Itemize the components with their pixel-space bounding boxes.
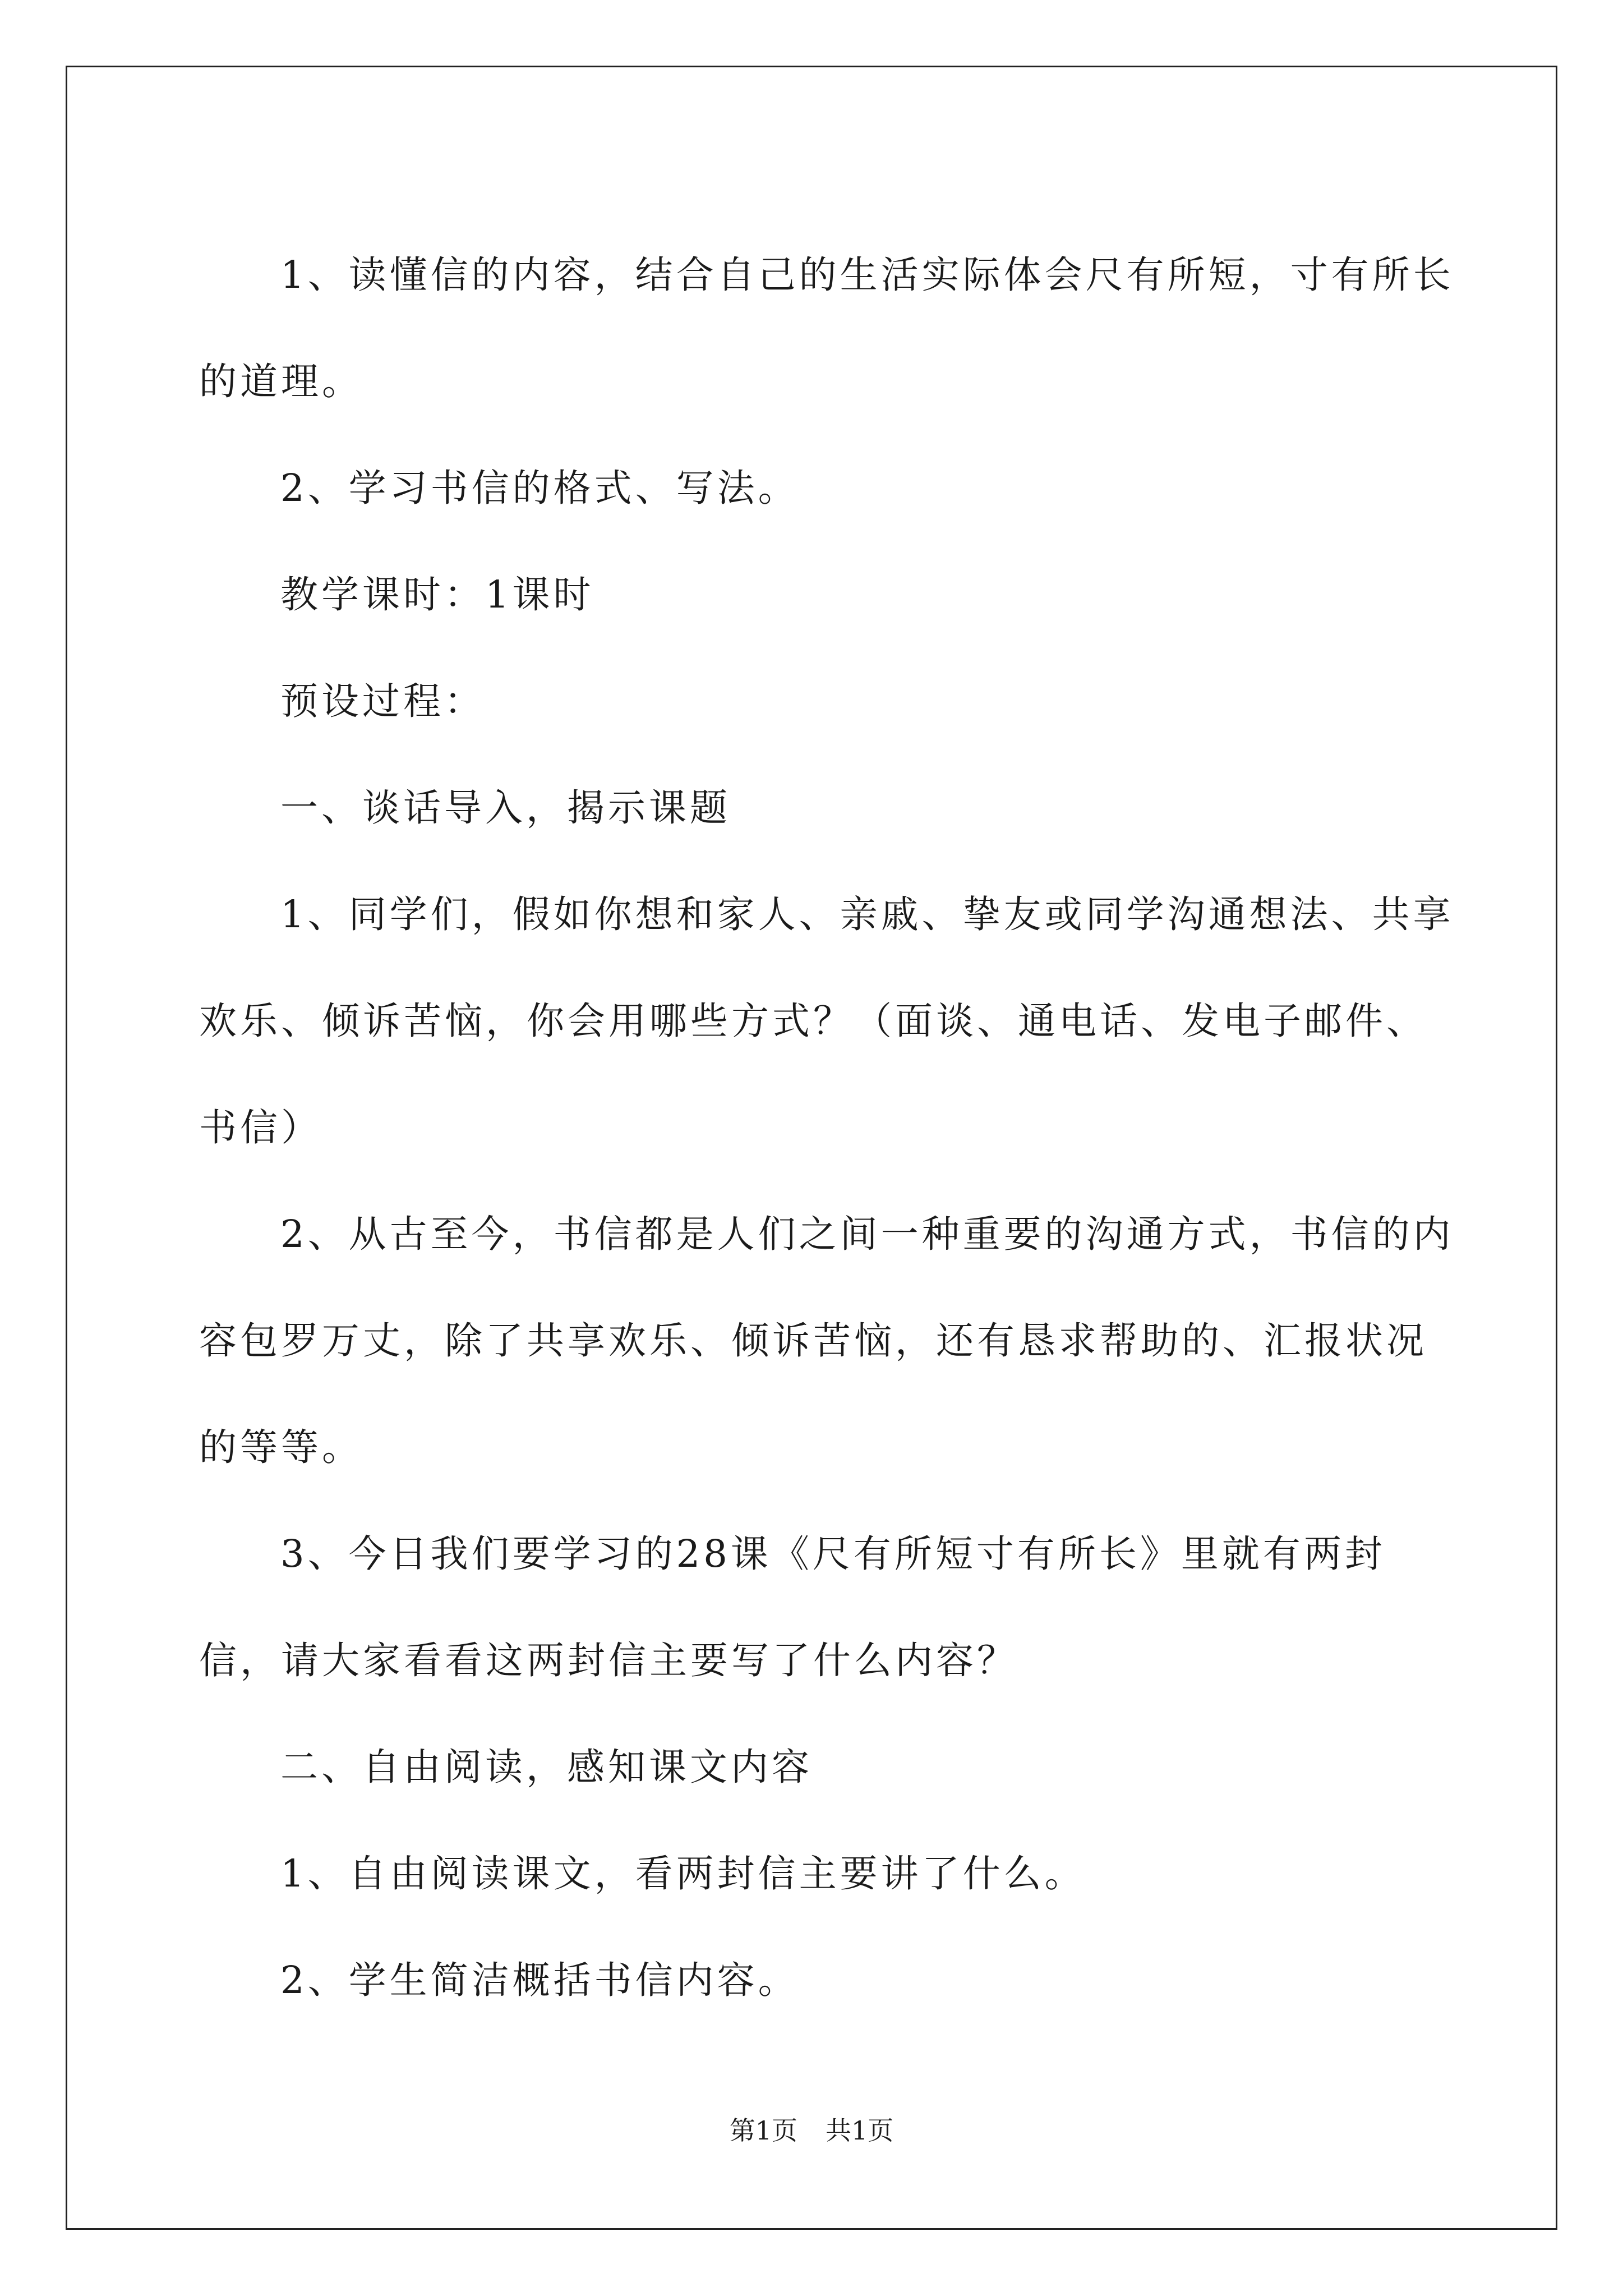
section-heading-2: 二、自由阅读，感知课文内容: [280, 1745, 813, 1789]
paragraph-step-1: 1、同学们，假如你想和家人、亲戚、挚友或同学沟通想法、共享欢乐、倾诉苦恼，你会用哪些方式？（面谈、通电话、发电子邮件、书信）: [199, 892, 1454, 1149]
paragraph-step-3: 3、今日我们要学习的28课《尺有所短寸有所长》里就有两封信，请大家看看这两封信主要写了什么内容？: [199, 1532, 1386, 1682]
paragraph-objective-2: 2、学习书信的格式、写法。: [280, 466, 799, 510]
paragraph-class-hours: 教学课时：1课时: [280, 573, 594, 616]
paragraph-reading-1: 1、自由阅读课文，看两封信主要讲了什么。: [280, 1852, 1086, 1895]
paragraph-process-heading: 预设过程：: [280, 679, 485, 723]
paragraph-objective-1: 1、读懂信的内容，结合自己的生活实际体会尺有所短，寸有所长的道理。: [199, 253, 1454, 403]
paragraph-step-2: 2、从古至今，书信都是人们之间一种重要的沟通方式，书信的内容包罗万丈，除了共享欢乐、倾诉苦恼，还有恳求帮助的、汇报状况的等等。: [199, 1212, 1454, 1469]
page-number-total: 共1页: [826, 2115, 894, 2146]
document-body: [199, 222, 1461, 2033]
paragraph-reading-2: 2、学生简洁概括书信内容。: [280, 1958, 799, 2002]
section-heading-1: 一、谈话导入，揭示课题: [280, 786, 731, 830]
page-footer: [0, 2114, 1623, 2147]
page-number-current: 第1页: [729, 2115, 797, 2146]
